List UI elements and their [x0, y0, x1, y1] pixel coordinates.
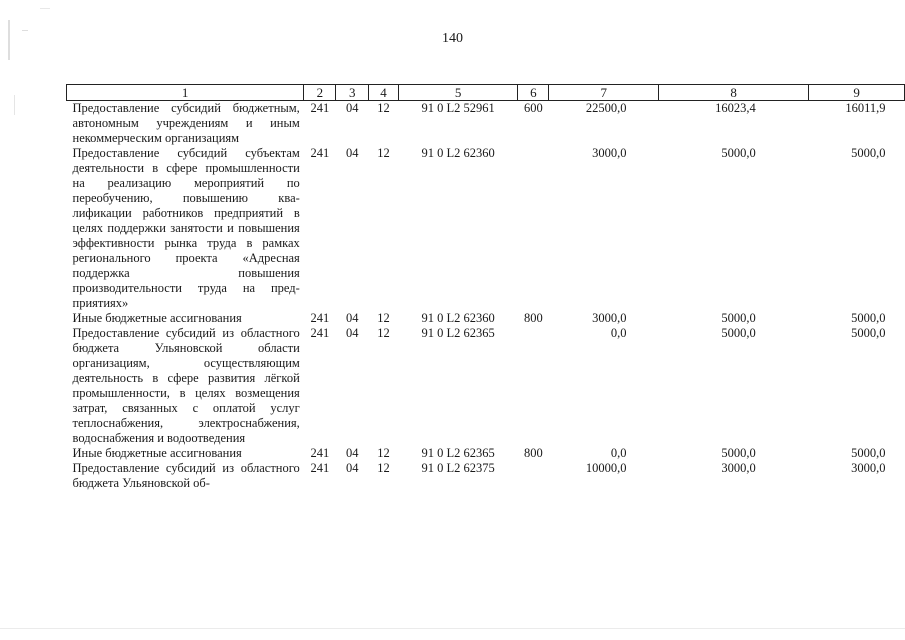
col-header-4: 4	[369, 85, 399, 101]
cell-col6: 800	[523, 446, 543, 460]
cell-col3: 04	[346, 311, 359, 325]
cell-col9: 5000,0	[851, 446, 886, 460]
cell-col8: 3000,0	[721, 461, 756, 475]
cell-col7: 3000,0	[592, 146, 627, 160]
row-name: Предоставление субсидий из областного бюджета Ульяновской об-	[72, 461, 300, 490]
scan-artifact	[22, 30, 28, 31]
scan-artifact	[8, 20, 10, 60]
cell-col5: 91 0 L2 62360	[421, 146, 495, 160]
cell-col3: 04	[346, 461, 359, 475]
cell-col9: 3000,0	[851, 461, 886, 475]
cell-col7: 10000,0	[585, 461, 627, 475]
cell-col8: 5000,0	[721, 146, 756, 160]
cell-col9: 5000,0	[851, 311, 886, 325]
cell-col6	[518, 146, 549, 311]
cell-col5: 91 0 L2 62375	[421, 461, 495, 475]
scan-artifact	[0, 628, 905, 629]
cell-col7: 3000,0	[592, 311, 627, 325]
cell-col8: 5000,0	[721, 311, 756, 325]
cell-col3: 04	[346, 146, 359, 160]
scan-artifact	[14, 95, 15, 115]
col-header-9: 9	[809, 85, 905, 101]
table-row	[67, 446, 905, 461]
cell-col6	[518, 326, 549, 446]
cell-col2: 241	[310, 101, 330, 115]
row-name: Предоставление субсидий субъектам деятельности в сфере промышленности на реализацию мероприятий по переобучению, повышению квалификации работников предприятий в целях поддержки занятости и повышения эффективности рынка труда в рамках регионального проекта «Адресная поддержка повышения производительности труда на предприятиях»	[72, 146, 300, 310]
cell-col4: 12	[377, 311, 390, 325]
cell-col3: 04	[346, 101, 359, 115]
cell-col4: 12	[377, 446, 390, 460]
cell-col6: 600	[523, 101, 543, 115]
cell-col5: 91 0 L2 62365	[421, 326, 495, 340]
table-row	[67, 146, 905, 311]
row-name: Иные бюджетные ассигнования	[72, 311, 242, 325]
table-row	[67, 461, 905, 491]
cell-col9: 5000,0	[851, 146, 886, 160]
cell-col2: 241	[310, 146, 330, 160]
cell-col5: 91 0 L2 62365	[421, 446, 495, 460]
cell-col9: 5000,0	[851, 326, 886, 340]
cell-col4: 12	[377, 101, 390, 115]
cell-col8: 5000,0	[721, 446, 756, 460]
cell-col2: 241	[310, 326, 330, 340]
col-header-3: 3	[336, 85, 369, 101]
col-header-6: 6	[518, 85, 549, 101]
col-header-8: 8	[659, 85, 809, 101]
row-name: Предоставление субсидий из областного бюджета Ульяновской области организациям, осуществляющим деятельность в сфере развития лёгкой промышленности, в целях возмещения затрат, связанных с оплатой услуг теплоснабжения, электроснабжения, водоснабжения и водоотведения	[72, 326, 300, 445]
cell-col8: 16023,4	[715, 101, 756, 115]
budget-table	[66, 84, 905, 491]
cell-col4: 12	[377, 146, 390, 160]
cell-col6: 800	[523, 311, 543, 325]
cell-col7: 0,0	[610, 446, 627, 460]
cell-col9: 16011,9	[845, 101, 886, 115]
col-header-5: 5	[398, 85, 517, 101]
cell-col5: 91 0 L2 62360	[421, 311, 495, 325]
cell-col7: 22500,0	[585, 101, 627, 115]
cell-col4: 12	[377, 326, 390, 340]
col-header-7: 7	[549, 85, 659, 101]
table-row	[67, 101, 905, 147]
header-row	[67, 85, 905, 101]
cell-col6	[518, 461, 549, 491]
cell-col2: 241	[310, 446, 330, 460]
page-number: 140	[442, 31, 463, 46]
cell-col7: 0,0	[610, 326, 627, 340]
table-row	[67, 326, 905, 446]
cell-col4: 12	[377, 461, 390, 475]
col-header-2: 2	[304, 85, 336, 101]
cell-col2: 241	[310, 311, 330, 325]
cell-col3: 04	[346, 326, 359, 340]
cell-col5: 91 0 L2 52961	[421, 101, 495, 115]
row-name: Иные бюджетные ассигнования	[72, 446, 242, 460]
cell-col2: 241	[310, 461, 330, 475]
scan-artifact	[40, 8, 50, 9]
cell-col8: 5000,0	[721, 326, 756, 340]
col-header-1: 1	[67, 85, 304, 101]
budget-table-wrapper	[66, 84, 905, 491]
cell-col3: 04	[346, 446, 359, 460]
row-name: Предоставление субсидий бюджетным, автономным учреждениям и иным некоммерческим организациям	[72, 101, 300, 145]
table-row	[67, 311, 905, 326]
